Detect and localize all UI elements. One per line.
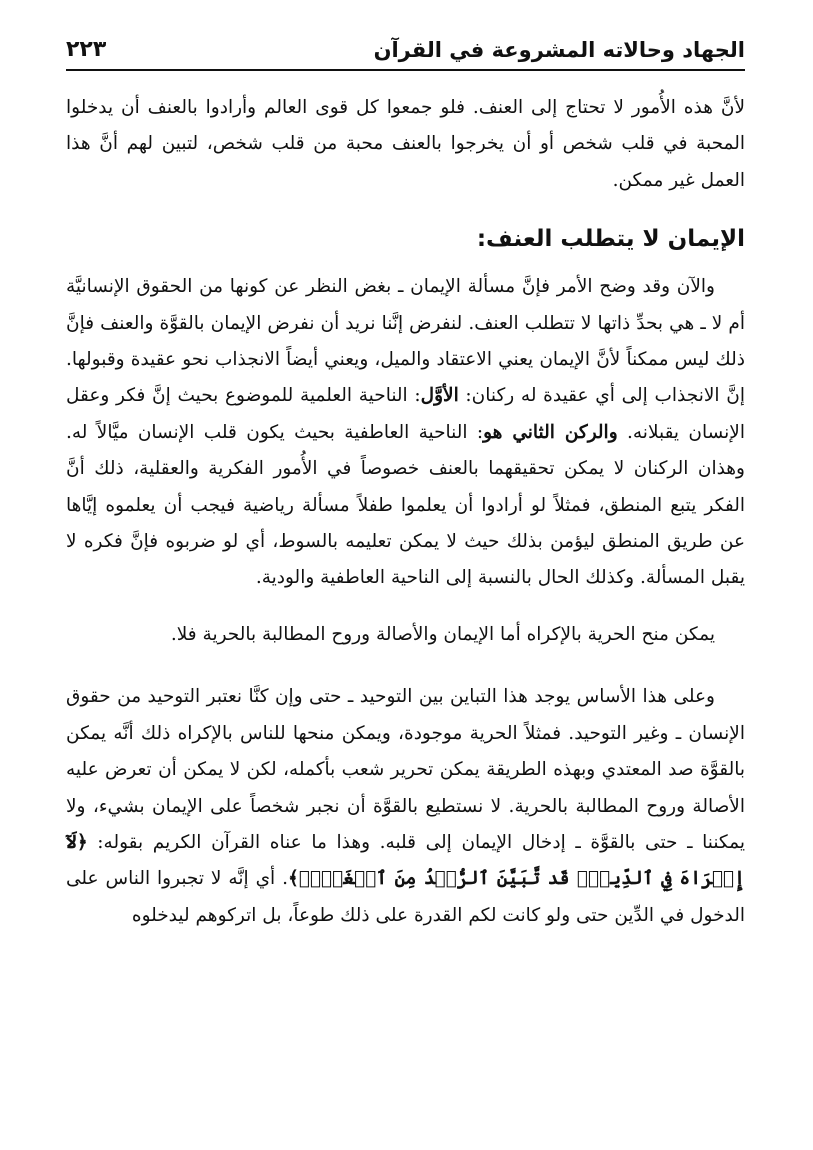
section-heading: الإيمان لا يتطلب العنف: — [476, 226, 745, 253]
paragraph-2-text-a: والآن وقد وضح الأمر فإنَّ مسألة الإيمان ـ بغض النظر عن كونها من الحقوق الإنسانيَّة أم لا ـ هي بحدِّ ذاتها لا تتطلب العنف. لنفرض إنَّنا نريد أن نفرض الإيمان بالقوَّة والعنف فإنَّ ذلك ليس ممكناً لأنَّ الإيمان يعني الاعتقاد والميل، ويعني أيضاً الانجذاب نحو عقيدة وقبولها. إنَّ الانجذاب إلى أي عقيدة له ركنان: — [66, 276, 745, 407]
page-number: ٢٢٣ — [66, 37, 107, 62]
paragraph-3: يمكن منح الحرية بالإكراه أما الإيمان والأصالة وروح المطالبة بالحرية فلا. — [170, 623, 715, 645]
paragraph-4 — [66, 679, 745, 934]
page-body — [66, 84, 745, 934]
paragraph-4-text-a: وعلى هذا الأساس يوجد هذا التباين بين التوحيد ـ حتى وإن كنَّا نعتبر التوحيد من حقوق الإنسان ـ وغير التوحيد. فمثلاً الحرية موجودة، ويمكن منحها للناس بالإكراه ذلك أنَّه يمكن بالقوَّة صد المعتدي وبهذه الطريقة يمكن تحرير شعب بأكمله، لكن لا يمكن أن تعرض عليه الأصالة وروح المطالبة بالحرية. لا نستطيع بالقوَّة أن نجبر شخصاً على الإيمان بشيء، ولا يمكننا ـ حتى بالقوَّة ـ إدخال الإيمان إلى قلبه. وهذا ما عناه القرآن الكريم بقوله: — [66, 686, 745, 853]
quran-verse: ﴿لَآ إِكۡرَاهَ فِي ٱلدِّينِۖ قَد تَّبَيَّنَ ٱلرُّشۡدُ مِنَ ٱلۡغَيِّۚ﴾ — [66, 831, 745, 890]
second-pillar-label: والركن الثاني هو — [483, 421, 618, 443]
running-title: الجهاد وحالاته المشروعة في القرآن — [373, 38, 745, 62]
paragraph-2-text-b: : الناحية العلمية للموضوع بحيث إنَّ فكر وعقل الإنسان يقبلانه. — [66, 385, 745, 443]
paragraph-4-text-b: . أي إنَّه لا تجبروا الناس على الدخول في الدِّين حتى ولو كانت لكم القدرة على ذلك طوعاً، بل اتركوهم ليدخلوه — [66, 868, 745, 926]
header-rule — [66, 69, 745, 71]
running-header — [66, 30, 745, 68]
paragraph-2 — [66, 269, 745, 597]
paragraph-1: لأنَّ هذه الأُمور لا تحتاج إلى العنف. فلو جمعوا كل قوى العالم وأرادوا بالعنف أن يدخلوا المحبة في قلب شخص أو أن يخرجوا بالعنف محبة من قلب شخص، لتبين لهم أنَّ هذا العمل غير ممكن. — [66, 97, 745, 191]
first-pillar-label: الأوَّل — [420, 385, 459, 407]
paragraph-2-text-c: : الناحية العاطفية بحيث يكون قلب الإنسان ميَّالاً له. وهذان الركنان لا يمكن تحقيقهما بالعنف خصوصاً في الأُمور الفكرية والعقلية، ذلك أنَّ الفكر يتبع المنطق، فمثلاً لو أرادوا أن يعلموا طفلاً مسألة رياضية فيجب أن يعلموه إيَّاها عن طريق المنطق ليؤمن بذلك حيث لا يمكن تعليمه بالسوط، أي لو ضربوه فإنَّ فكره لا يقبل المسألة. وكذلك الحال بالنسبة إلى الناحية العاطفية والودية. — [66, 421, 745, 589]
